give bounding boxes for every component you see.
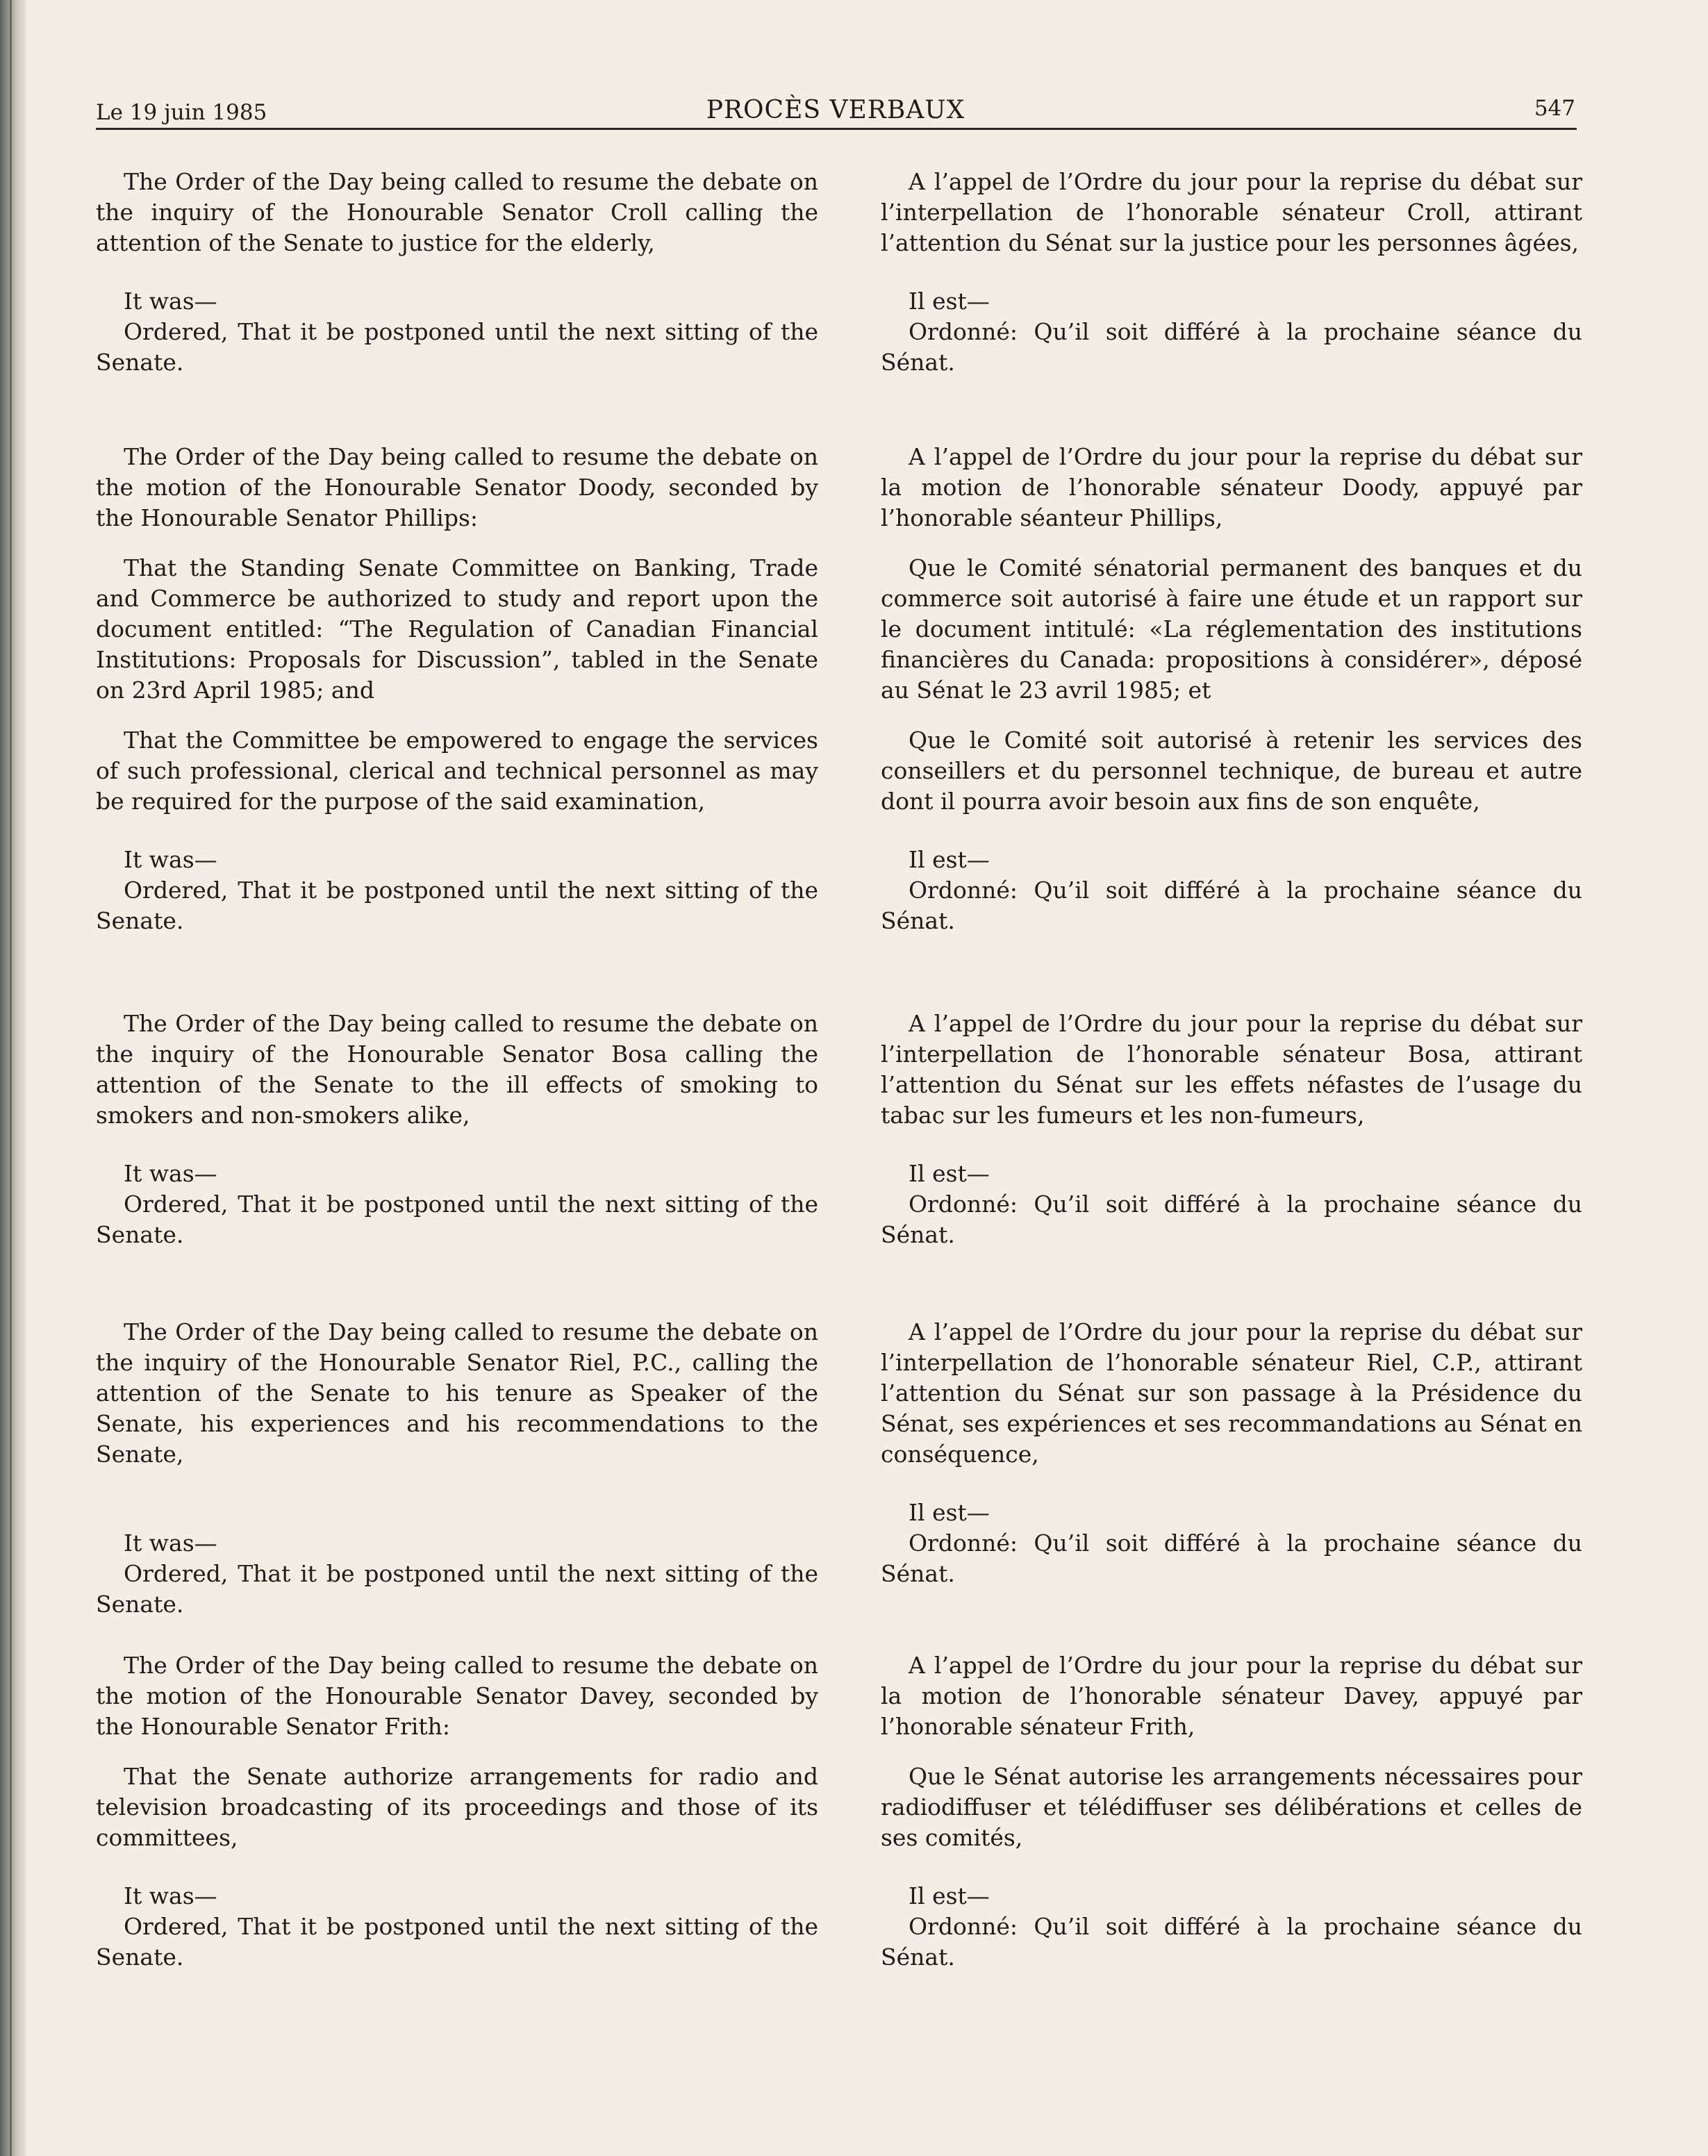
entry-en-doody: [96, 442, 818, 936]
ordered-line: Ordered, That it be postponed until the next sitting of the Senate.: [96, 1913, 818, 1971]
ordered-line: Ordonné: Qu’il soit différé à la prochaine séance du Sénat.: [881, 1191, 1582, 1248]
entry-paragraph: A l’appel de l’Ordre du jour pour la reprise du débat sur l’interpellation de l’honorable sénateur Bosa, attirant l’attention du Sénat sur les effets néfastes de l’usage du tabac sur les fumeurs et les non-fumeurs,: [881, 1010, 1582, 1129]
entry-paragraph: A l’appel de l’Ordre du jour pour la reprise du débat sur l’interpellation de l’honorable sénateur Riel, C.P., attirant l’attention du Sénat sur son passage à la Présidence du Sénat, ses expériences et ses recommandations au Sénat en conséquence,: [881, 1318, 1582, 1468]
header-title: PROCÈS VERBAUX: [706, 96, 965, 124]
entry-en-riel: [96, 1317, 818, 1620]
book-binding-edge: [0, 0, 26, 2156]
entry-paragraph: A l’appel de l’Ordre du jour pour la reprise du débat sur la motion de l’honorable sénateur Davey, appuyé par l’honorable sénateur Frith,: [881, 1652, 1582, 1740]
page-header: [96, 96, 1575, 129]
binding-line: [10, 0, 12, 2156]
page-number: 547: [1534, 96, 1575, 121]
it-was-line: Il est—: [909, 1882, 990, 1909]
entry-fr-croll: [881, 167, 1582, 378]
entry-fr-doody: [881, 442, 1582, 936]
ordered-line: Ordered, That it be postponed until the next sitting of the Senate.: [96, 1191, 818, 1248]
ordered-line: Ordered, That it be postponed until the next sitting of the Senate.: [96, 318, 818, 376]
entry-fr-riel: [881, 1317, 1582, 1589]
it-was-line: It was—: [124, 288, 217, 315]
entry-paragraph: That the Committee be empowered to engage the services of such professional, clerical and technical personnel as may be required for the purpose of the said examination,: [96, 727, 818, 815]
ordered-line: Ordonné: Qu’il soit différé à la prochaine séance du Sénat.: [881, 1913, 1582, 1971]
entry-en-croll: [96, 167, 818, 378]
entry-paragraph: The Order of the Day being called to resume the debate on the inquiry of the Honourable Senator Croll calling the attention of the Senate to justice for the elderly,: [96, 168, 818, 256]
entry-fr-davey: [881, 1650, 1582, 1973]
entry-paragraph: The Order of the Day being called to resume the debate on the inquiry of the Honourable Senator Riel, P.C., calling the attention of the Senate to his tenure as Speaker of the Senate, his experiences and his recommendations to the Senate,: [96, 1318, 818, 1468]
ordered-line: Ordered, That it be postponed until the next sitting of the Senate.: [96, 877, 818, 934]
header-rule: [96, 128, 1577, 130]
ordered-line: Ordonné: Qu’il soit différé à la prochaine séance du Sénat.: [881, 1529, 1582, 1587]
entry-paragraph: The Order of the Day being called to resume the debate on the motion of the Honourable Senator Davey, seconded by the Honourable Senator Frith:: [96, 1652, 818, 1740]
entry-paragraph: A l’appel de l’Ordre du jour pour la reprise du débat sur l’interpellation de l’honorable sénateur Croll, attirant l’attention du Sénat sur la justice pour les personnes âgées,: [881, 168, 1582, 256]
entry-paragraph: Que le Comité soit autorisé à retenir les services des conseillers et du personnel technique, de bureau et autre dont il pourra avoir besoin aux fins de son enquête,: [881, 727, 1582, 815]
it-was-line: Il est—: [909, 846, 990, 873]
ordered-line: Ordered, That it be postponed until the next sitting of the Senate.: [96, 1560, 818, 1618]
entry-paragraph: Que le Comité sénatorial permanent des banques et du commerce soit autorisé à faire une étude et un rapport sur le document intitulé: «La réglementation des institutions financières du Canada: propositions à considérer», déposé au Sénat le 23 avril 1985; et: [881, 554, 1582, 704]
entry-paragraph: Que le Sénat autorise les arrangements nécessaires pour radiodiffuser et télédiffuser ses délibérations et celles de ses comités,: [881, 1763, 1582, 1851]
entry-paragraph: That the Senate authorize arrangements for radio and television broadcasting of its proceedings and those of its committees,: [96, 1763, 818, 1851]
ordered-line: Ordonné: Qu’il soit différé à la prochaine séance du Sénat.: [881, 318, 1582, 376]
it-was-line: Il est—: [909, 1499, 990, 1526]
it-was-line: Il est—: [909, 288, 990, 315]
entry-paragraph: A l’appel de l’Ordre du jour pour la reprise du débat sur la motion de l’honorable sénateur Doody, appuyé par l’honorable séanteur Phillips,: [881, 443, 1582, 531]
entry-en-davey: [96, 1650, 818, 1973]
it-was-line: It was—: [124, 1160, 217, 1187]
it-was-line: It was—: [124, 1529, 217, 1557]
entry-paragraph: The Order of the Day being called to resume the debate on the inquiry of the Honourable Senator Bosa calling the attention of the Senate to the ill effects of smoking to smokers and non-smokers alike,: [96, 1010, 818, 1129]
it-was-line: It was—: [124, 1882, 217, 1909]
entry-en-bosa: [96, 1009, 818, 1250]
entry-paragraph: That the Standing Senate Committee on Banking, Trade and Commerce be authorized to study and report upon the document entitled: “The Regulation of Canadian Financial Institutions: Proposals for Discussion”, tabled in the Senate on 23rd April 1985; and: [96, 554, 818, 704]
it-was-line: It was—: [124, 846, 217, 873]
entry-paragraph: The Order of the Day being called to resume the debate on the motion of the Honourable Senator Doody, seconded by the Honourable Senator Phillips:: [96, 443, 818, 531]
header-date: Le 19 juin 1985: [96, 100, 267, 125]
entry-fr-bosa: [881, 1009, 1582, 1250]
ordered-line: Ordonné: Qu’il soit différé à la prochaine séance du Sénat.: [881, 877, 1582, 934]
it-was-line: Il est—: [909, 1160, 990, 1187]
